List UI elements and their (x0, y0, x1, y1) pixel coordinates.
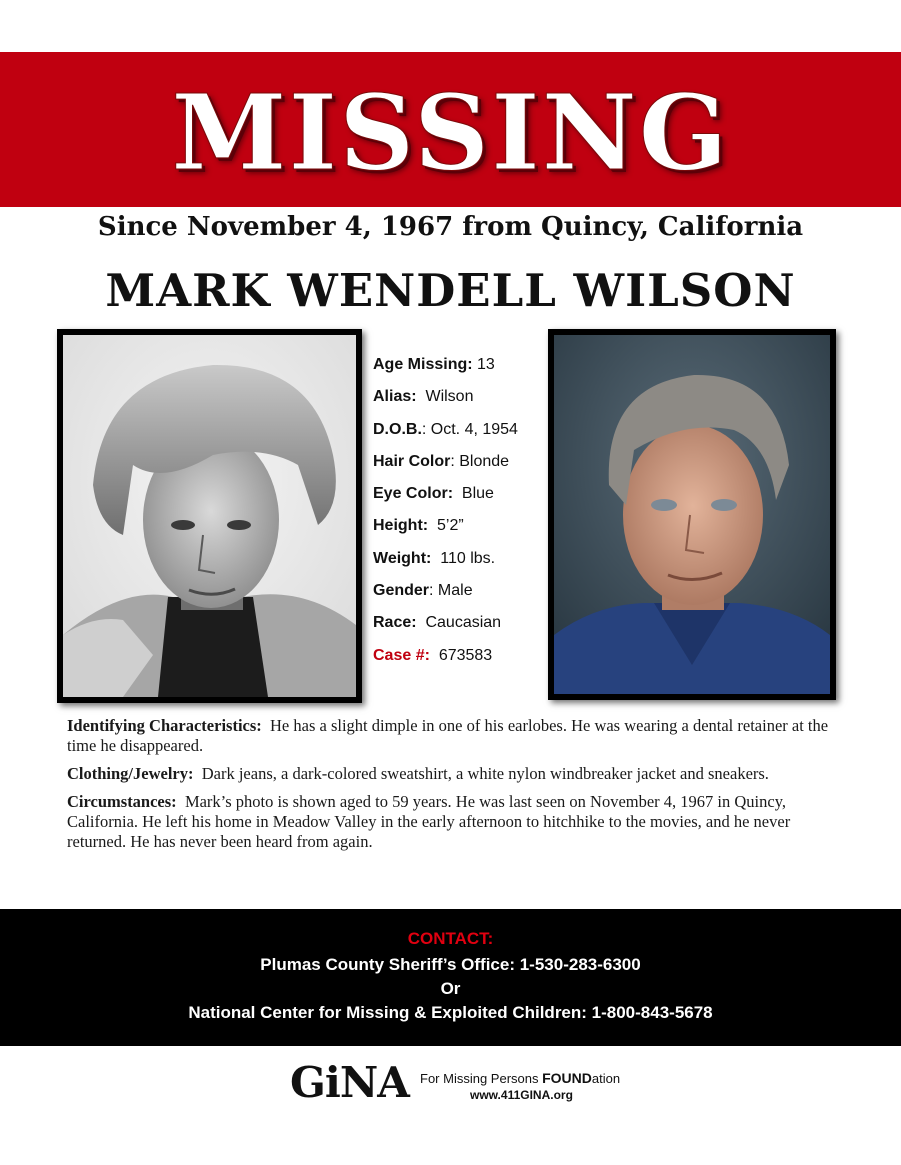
contact-panel (0, 909, 901, 1046)
fact-dob (373, 418, 543, 450)
contact-or: Or (440, 979, 461, 998)
fact-label: Eye Color: (373, 485, 454, 503)
childhood-photo (57, 329, 362, 703)
fact-label: Race: (373, 614, 417, 632)
website-link[interactable]: www.411GINA.org (470, 1088, 573, 1102)
fact-label: Age Missing: (373, 356, 473, 373)
age-progressed-photo (548, 329, 836, 700)
fact-value: Wilson (425, 388, 474, 406)
fact-label: D.O.B. (373, 420, 422, 438)
fact-list (373, 353, 543, 676)
age-progressed-photo-image (554, 335, 830, 694)
tagline-strong: FOUND (542, 1070, 592, 1086)
fact-value: : Male (429, 582, 473, 600)
clothing-jewelry (67, 764, 837, 784)
fact-value: 110 lbs. (440, 549, 496, 567)
fact-weight (373, 547, 543, 579)
contact-ncmec: National Center for Missing & Exploited Children: 1-800-843-5678 (188, 1003, 713, 1022)
detail-text: He has a slight dimple in one of his earlobes. He was wearing a dental retainer at the time he disappeared. (67, 716, 829, 755)
contact-sheriff: Plumas County Sheriff’s Office: 1-530-283-6300 (260, 955, 641, 974)
case-details (67, 716, 837, 860)
fact-value: Blue (461, 485, 494, 503)
tagline-prefix: For Missing Persons (420, 1071, 543, 1086)
footer (290, 1058, 650, 1112)
childhood-photo-image (63, 335, 356, 697)
detail-label: Circumstances: (67, 792, 177, 811)
fact-label: Case #: (373, 646, 430, 664)
identifying-characteristics (67, 716, 837, 756)
fact-hair-color (373, 450, 543, 482)
gina-logo: GiNA (290, 1058, 409, 1107)
person-name: MARK WENDELL WILSON (105, 264, 796, 317)
detail-text: Mark’s photo is shown aged to 59 years. He was last seen on November 4, 1967 in Quincy, California. He left his home in Meadow Valley in the early afternoon to hitchhike to the movies, and he never returned. He has never been heard from again. (67, 792, 791, 851)
fact-label: Hair Color (373, 452, 451, 470)
fact-alias (373, 385, 543, 417)
fact-height (373, 514, 543, 546)
fact-label: Alias: (373, 388, 417, 406)
missing-title: MISSING (171, 70, 730, 194)
detail-label: Identifying Characteristics: (67, 716, 262, 735)
foundation-tagline (420, 1070, 620, 1086)
fact-label: Height: (373, 517, 429, 535)
fact-label: Gender (373, 582, 430, 600)
fact-value: Caucasian (425, 614, 502, 632)
missing-since-line: Since November 4, 1967 from Quincy, California (97, 212, 804, 242)
detail-text: Dark jeans, a dark-colored sweatshirt, a white nylon windbreaker jacket and sneakers. (201, 764, 769, 783)
fact-value: : Blonde (450, 452, 510, 470)
fact-gender (373, 579, 543, 611)
fact-value: : Oct. 4, 1954 (421, 420, 518, 438)
fact-value: 5’2” (437, 517, 464, 535)
fact-race (373, 611, 543, 643)
fact-label: Weight: (373, 549, 432, 567)
fact-eye-color (373, 482, 543, 514)
fact-case-number (373, 644, 543, 676)
fact-age-missing (373, 353, 543, 385)
tagline-suffix: ation (591, 1071, 621, 1086)
fact-value: 673583 (438, 646, 493, 664)
fact-value: 13 (477, 356, 495, 373)
missing-banner (0, 52, 901, 207)
circumstances (67, 792, 837, 852)
contact-title: CONTACT: (407, 929, 494, 948)
detail-label: Clothing/Jewelry: (67, 764, 194, 783)
